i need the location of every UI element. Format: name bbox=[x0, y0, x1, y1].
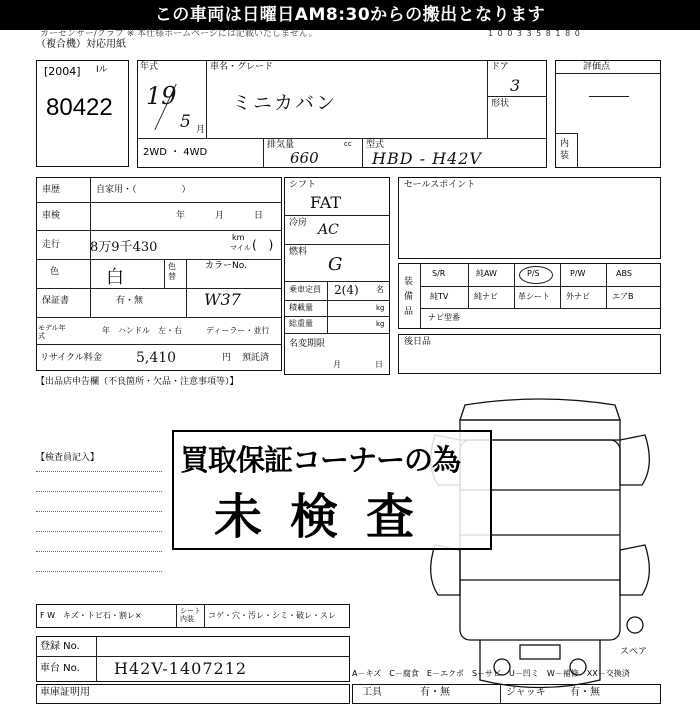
score-value-dash bbox=[589, 96, 629, 97]
damage-legend: A－キズ C－腐食 E－エクボ S－サビ U－凹ミ W－補修 XX－交換済 bbox=[352, 669, 630, 678]
header-fragment: カーセンサー/クラブ ※ 本仕様ホームページには記載いたしません。 bbox=[40, 29, 318, 39]
recycle-value: 5,410 bbox=[136, 350, 177, 366]
chassis-value: H42V-1407212 bbox=[114, 659, 248, 678]
month-value: 5 bbox=[180, 112, 191, 132]
label-mileage: 走行 bbox=[42, 240, 61, 250]
fw-condition: F W キズ・トビ石・割レ× bbox=[40, 611, 142, 620]
equip-tv: 純TV bbox=[430, 292, 449, 301]
mileage-unit-km: km bbox=[232, 233, 245, 242]
equip-ext-navi: 外ナビ bbox=[566, 292, 590, 301]
dealer-label: ディーラー・並行 bbox=[206, 326, 270, 335]
label-warranty: 保証書 bbox=[42, 296, 70, 306]
label-year: 年式 bbox=[140, 62, 159, 72]
capacity-value: 2(4) bbox=[334, 283, 359, 297]
ac-value: AC bbox=[318, 222, 339, 238]
model-value: HBD - H42V bbox=[372, 149, 482, 168]
label-equipment: 装備品 bbox=[404, 277, 414, 317]
equip-navi-model: ナビ型番 bbox=[428, 313, 460, 322]
name-change-value: 月 日 bbox=[333, 360, 389, 369]
shift-value: FAT bbox=[310, 193, 342, 212]
pickup-notice-banner: この車両は日曜日AM8:30からの搬出となります bbox=[0, 0, 700, 30]
equip-abs: ABS bbox=[616, 269, 632, 278]
equip-sr: S/R bbox=[432, 269, 446, 278]
form-type-label: （複合機）対応用紙 bbox=[36, 39, 126, 50]
tool-value: 有・無 bbox=[420, 687, 450, 698]
stamp-line1: 買取保証コーナーの為 bbox=[180, 443, 461, 477]
label-recycle: リサイクル料金 bbox=[40, 353, 102, 363]
label-displacement: 排気量 bbox=[267, 140, 295, 150]
load-unit: kg bbox=[376, 304, 385, 312]
displacement-value: 660 bbox=[290, 149, 319, 167]
door-value: 3 bbox=[510, 76, 521, 95]
label-inspection: 車検 bbox=[42, 211, 61, 221]
equip-pw: P/W bbox=[570, 269, 586, 278]
label-name-grade: 車名・グレード bbox=[210, 62, 274, 72]
spare-label: スペア bbox=[620, 647, 648, 657]
label-color: 色 bbox=[50, 267, 60, 277]
label-score: 評価点 bbox=[583, 62, 611, 72]
label-door: ドア bbox=[491, 62, 509, 72]
phone-number: 1 0 0 3 3 5 8 1 8 0 bbox=[488, 29, 581, 38]
year-value: 19 bbox=[146, 82, 177, 110]
label-jack: ジャッキ bbox=[506, 687, 546, 698]
color-no-value: W37 bbox=[204, 290, 241, 309]
label-reg-no: 登録 No. bbox=[40, 641, 80, 652]
label-interior: 内装 bbox=[560, 139, 570, 161]
month-unit: 月 bbox=[196, 125, 206, 135]
equip-leather: 革シート bbox=[518, 292, 550, 301]
color-value: 白 bbox=[106, 267, 124, 288]
details-table bbox=[36, 177, 282, 371]
seat-label: シート内装 bbox=[180, 607, 201, 623]
label-color-change: 色替 bbox=[168, 262, 176, 281]
lot-number: 80422 bbox=[46, 94, 113, 121]
label-load: 積載量 bbox=[289, 303, 313, 312]
label-model-year: モデル年式 bbox=[38, 324, 66, 340]
equip-alloy-wheel: 純AW bbox=[476, 269, 497, 278]
capacity-unit: 名 bbox=[376, 285, 384, 294]
label-capacity: 乗車定員 bbox=[289, 285, 321, 294]
label-sales-point: セールスポイント bbox=[404, 180, 476, 190]
model-year-value: 年 bbox=[102, 326, 110, 335]
label-fuel: 燃料 bbox=[289, 247, 308, 257]
label-ac: 冷房 bbox=[289, 218, 308, 228]
label-shift: シフト bbox=[289, 180, 317, 190]
warranty-value: 有・無 bbox=[116, 296, 144, 306]
report-title: 【出品店申告欄（不良箇所・欠品・注意事項等）】 bbox=[36, 377, 239, 387]
label-color-no: カラーNo. bbox=[205, 261, 247, 271]
jack-value: 有・無 bbox=[570, 687, 600, 698]
score-box bbox=[555, 60, 661, 168]
label-name-change: 名変期限 bbox=[289, 339, 326, 349]
post-process-box bbox=[398, 334, 661, 374]
label-model: 型式 bbox=[366, 140, 385, 150]
cc-unit: cc bbox=[344, 140, 352, 148]
equip-ps: P/S bbox=[527, 269, 540, 278]
total-weight-unit: kg bbox=[376, 320, 385, 328]
stamp-line2: 未検査 bbox=[214, 489, 443, 545]
label-tool: 工具 bbox=[362, 687, 382, 698]
fuel-value: G bbox=[328, 254, 343, 275]
inspector-label: 【検査員記入】 bbox=[36, 453, 100, 463]
drive-type: 2WD ・ 4WD bbox=[143, 147, 208, 158]
label-post-process: 後日品 bbox=[404, 337, 432, 347]
label-history: 車歴 bbox=[42, 185, 61, 195]
label-total-weight: 総重量 bbox=[289, 319, 313, 328]
mileage-value: 8万9千430 bbox=[90, 240, 158, 255]
lot-year-tag: [2004] bbox=[44, 65, 81, 78]
lot-tag-suffix: Iル bbox=[96, 65, 108, 75]
inspection-value: 年 月 日 bbox=[176, 211, 268, 221]
vehicle-name: ミニカバン bbox=[232, 92, 338, 114]
label-chassis: 車台 No. bbox=[40, 663, 80, 674]
label-garage-cert: 車庫証明用 bbox=[40, 687, 90, 698]
label-shape: 形状 bbox=[491, 99, 510, 109]
seat-condition: コゲ・穴・汚レ・シミ・破レ・スレ bbox=[208, 611, 336, 620]
handle-label: ハンドル 左・右 bbox=[118, 326, 182, 335]
recycle-unit: 円 bbox=[222, 353, 232, 363]
history-value: 自家用・（ ） bbox=[96, 185, 191, 195]
equip-navi: 純ナビ bbox=[474, 292, 498, 301]
recycle-status: 預託済 bbox=[242, 353, 270, 363]
mileage-paren: ( ) bbox=[252, 238, 274, 252]
equip-airbag: エアB bbox=[612, 292, 634, 301]
mileage-unit-mile: マイル bbox=[230, 244, 251, 252]
